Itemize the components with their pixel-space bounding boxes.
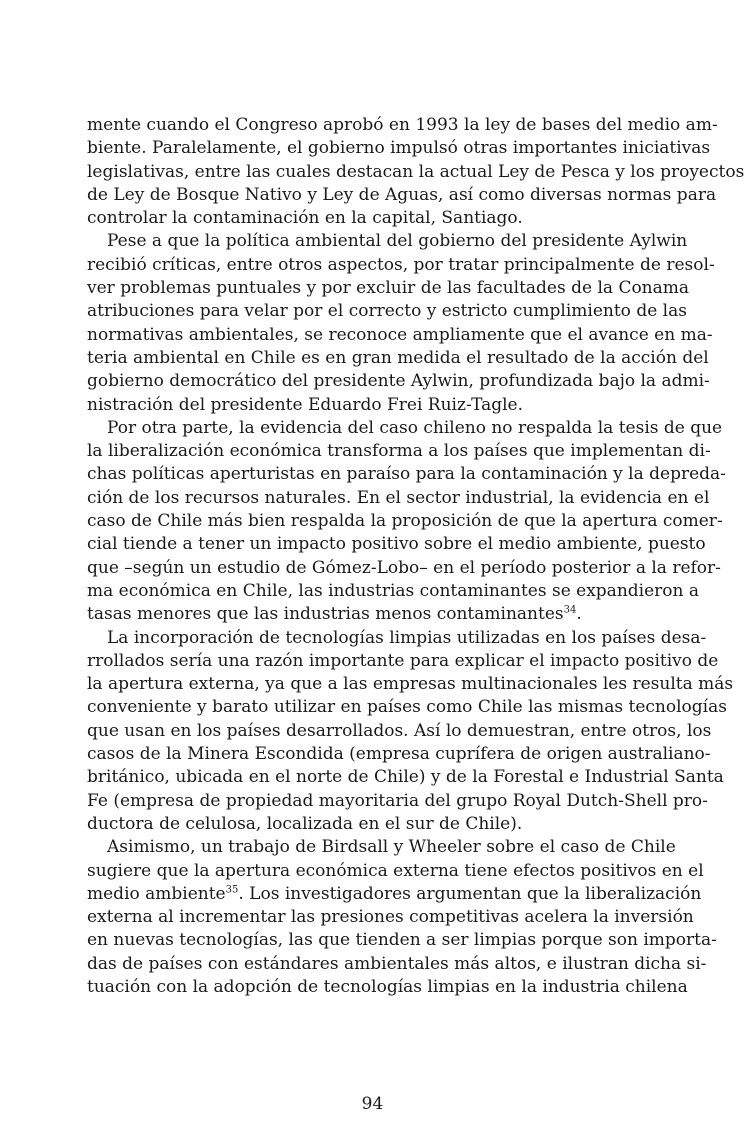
paragraph-4: [87, 627, 734, 837]
text-line: casos de la Minera Escondida (empresa cuprífera de origen australiano-: [87, 744, 711, 765]
text-line: caso de Chile más bien respalda la proposición de que la apertura comer-: [87, 511, 723, 532]
paragraph-5: [87, 836, 717, 999]
text-line: conveniente y barato utilizar en países como Chile las mismas tecnologías: [87, 697, 727, 718]
paragraph-2: [87, 230, 715, 416]
text-line: [87, 603, 671, 626]
text-line: ductora de celulosa, localizada en el sur de Chile).: [87, 813, 523, 834]
text-line-content: tasas menores que las industrias menos contaminantes: [87, 604, 564, 625]
text-line: mente cuando el Congreso aprobó en 1993 la ley de bases del medio am-: [87, 115, 718, 135]
text-line: la apertura externa, ya que a las empresas multinacionales les resulta más: [87, 674, 734, 695]
text-line-tail: .: [576, 604, 582, 625]
body-text: [87, 114, 745, 999]
text-line-tail: . Los investigadores argumentan que la liberalización: [238, 883, 702, 904]
text-line-content: medio ambiente: [87, 883, 226, 904]
footnote-marker-34[interactable]: 34: [563, 604, 577, 616]
text-line: ver problemas puntuales y por excluir de las facultades de la Conama: [87, 278, 690, 299]
footnote-marker-35[interactable]: 35: [225, 884, 239, 896]
text-line: que –según un estudio de Gómez-Lobo– en el período posterior a la refor-: [87, 557, 721, 578]
text-line: ción de los recursos naturales. En el sector industrial, la evidencia en el: [87, 487, 710, 508]
paragraph-1: [87, 114, 745, 230]
paragraph-3: [87, 417, 726, 627]
text-line: británico, ubicada en el norte de Chile) y de la Forestal e Industrial Santa: [87, 767, 724, 788]
text-line: Por otra parte, la evidencia del caso chileno no respalda la tesis de que: [107, 417, 723, 438]
text-line: sugiere que la apertura económica externa tiene efectos positivos en el: [87, 860, 704, 881]
text-line: chas políticas aperturistas en paraíso para la contaminación y la depreda-: [87, 464, 726, 485]
text-line: que usan en los países desarrollados. Así lo demuestran, entre otros, los: [87, 720, 712, 741]
text-line: en nuevas tecnologías, las que tienden a ser limpias porque son importa-: [87, 930, 717, 951]
text-line: Fe (empresa de propiedad mayoritaria del grupo Royal Dutch-Shell pro-: [87, 790, 708, 811]
text-line: de Ley de Bosque Nativo y Ley de Aguas, así como diversas normas para: [87, 184, 717, 205]
page-number: 94: [361, 1094, 384, 1114]
text-line: externa al incrementar las presiones competitivas acelera la inversión: [87, 907, 694, 928]
text-line: gobierno democrático del presidente Aylwin, profundizada bajo la admi-: [87, 371, 710, 392]
text-line: nistración del presidente Eduardo Frei Ruiz-Tagle.: [87, 394, 524, 415]
text-line: normativas ambientales, se reconoce ampliamente que el avance en ma-: [87, 324, 713, 345]
text-line: recibió críticas, entre otros aspectos, por tratar principalmente de resol-: [87, 254, 715, 275]
text-line: biente. Paralelamente, el gobierno impulsó otras importantes iniciativas: [87, 138, 711, 159]
text-line: das de países con estándares ambientales más altos, e ilustran dicha si-: [87, 953, 707, 974]
text-line: rrollados sería una razón importante para explicar el impacto positivo de: [87, 650, 719, 671]
text-line: Asimismo, un trabajo de Birdsall y Wheeler sobre el caso de Chile: [107, 837, 676, 858]
text-line: legislativas, entre las cuales destacan la actual Ley de Pesca y los proyectos: [87, 161, 745, 182]
text-line: Pese a que la política ambiental del gobierno del presidente Aylwin: [107, 231, 688, 252]
text-line: tuación con la adopción de tecnologías limpias en la industria chilena: [87, 976, 688, 997]
text-line: atribuciones para velar por el correcto y estricto cumplimiento de las: [87, 301, 687, 322]
text-line: [87, 883, 702, 906]
text-line: La incorporación de tecnologías limpias utilizadas en los países desa-: [107, 627, 707, 648]
text-line: cial tiende a tener un impacto positivo sobre el medio ambiente, puesto: [87, 534, 706, 555]
text-line: teria ambiental en Chile es en gran medida el resultado de la acción del: [87, 347, 709, 368]
text-line: controlar la contaminación en la capital, Santiago.: [87, 208, 523, 229]
text-line: ma económica en Chile, las industrias contaminantes se expandieron a: [87, 580, 699, 601]
text-line: la liberalización económica transforma a los países que implementan di-: [87, 441, 711, 462]
